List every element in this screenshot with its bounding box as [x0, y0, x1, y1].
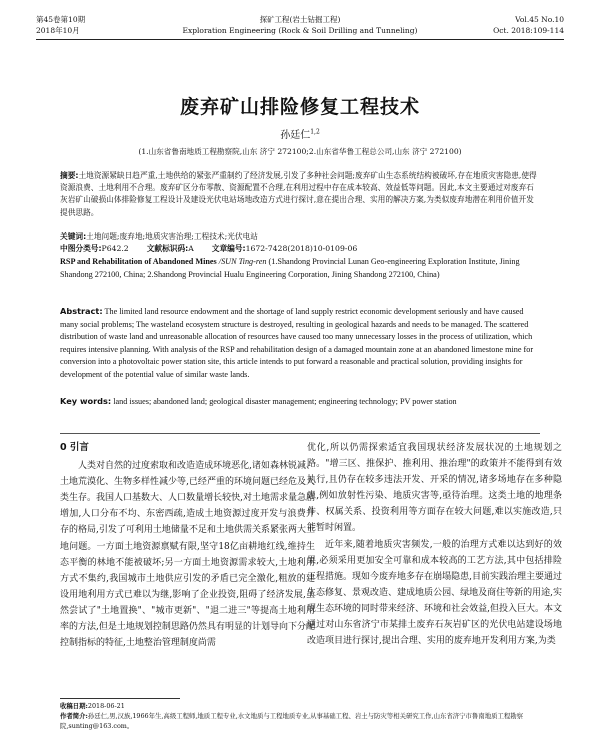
classification-line — [60, 243, 540, 255]
doc-code-field: 文献标识码:A — [146, 244, 194, 253]
english-abstract — [60, 305, 540, 382]
body-column-right — [307, 440, 562, 649]
author-sup: 1,2 — [310, 128, 320, 136]
body-column-left — [60, 440, 315, 651]
abstract-cn-label: 摘要: — [60, 171, 79, 180]
english-keywords — [60, 395, 540, 409]
footnote-author-bio: 作者简介:孙廷仁,男,汉族,1966年生,高级工程师,地质工程专业,水文地质与工程地质专业,从事基础工程、岩土与防灾等相关研究工作,山东省济宁市鲁南地质工程勘察院,sunting@163.com。 — [60, 712, 524, 730]
affiliation-cn: (1.山东省鲁南地质工程勘察院,山东 济宁 272100;2.山东省华鲁工程总公司,山东 济宁 272100) — [138, 147, 462, 156]
header-vol-en: Vol.45 No.10 — [515, 15, 564, 24]
header-volume: 第45卷第10期 — [36, 15, 86, 24]
english-title-block — [60, 256, 540, 281]
english-abstract-label: Abstract: — [60, 306, 103, 316]
english-author: /SUN Ting-ren — [218, 257, 267, 266]
english-abstract-text: The limited land resource endowment and the shortage of land supply restrict economic development seriously and have caused many social problems; The wasteland ecosystem structure is destroyed, resulting in geological hazards and needs to be managed. The scattered distribution of waste land and unreasonable allocation of resources have caused too many unnecessary losses in the process of utilization, which requires intensive planning. With analysis of the RSP and rehabilitation design of a damaged mountain zone at an abandoned limestone mine for conversion into a photovoltaic power station site, this article intends to put forward a reasonable and practical solution, providing insights for development of the potential value of similar waste lands. — [60, 307, 534, 379]
keywords-cn-text: 土地问题;废弃地;地质灾害治理;工程技术;光伏电站 — [86, 232, 258, 241]
english-affiliation: (1.Shandong Provincial Lunan Geo-engineering Exploration Institute, Jining Shandong 272100, China; 2.Shandong Provincial Hualu Engineering Corporation, Jining Shandong 272100, China) — [60, 257, 520, 279]
header-pages: Oct. 2018:109-114 — [493, 26, 564, 35]
abstract-cn-text: 土地资源紧缺日趋严重,土地供给的紧张严重制约了经济发展,引发了多种社会问题;废弃矿山生态系统结构被破坏,存在地质灾害隐患,使得资源浪费、土地利用不合理。废弃矿区分布零散、资源配置不合理,在利用过程中存在成本较高、效益低等问题。因此,本文主要通过对废弃石灰岩矿山破损山体排险修复工程设计及建设光伏电站场地改造方式进行探讨,意在提出合理、实用的解决方案,为类似废弃地潜在利用价值开发提供思路。 — [60, 171, 537, 217]
keywords-cn — [60, 231, 540, 243]
paper-title: 废弃矿山排险修复工程技术 — [179, 96, 420, 118]
header-date: 2018年10月 — [36, 26, 80, 35]
article-id-field: 文章编号:1672-7428(2018)10-0109-06 — [211, 244, 358, 253]
english-title: RSP and Rehabilitation of Abandoned Mines — [60, 257, 217, 266]
intro-paragraph: 人类对自然的过度索取和改造造成环境恶化,诸如森林锐减、土地荒漠化、生物多样性减少等,已经严重的环境问题已经危及人类生存。我国人口基数大、人口数量增长较快,对土地需求量急剧增加,人口分布不均、东密西疏,造成土地资源过度开发与浪费并存的格局,引发了可利用土地储量不足和土地供需关系紧张两大土地问题。一方面土地资源禀赋有限,坚守18亿亩耕地红线,维持生态平衡的林地不能被破坏;另一方面土地资源需求较大,土地利用方式不集约,我国城市土地供应引发的矛盾已完全激化,粗放的建设用地利用方式已难以为继,影响了企业投资,阻碍了经济发展,虽然尝试了"土地置换"、"城市更新"、"退二进三"等提高土地利用率的方法,但是土地规划控制思路仍然具有明显的计划导向下分配控制指标的特征,土地整治管理制度尚需 — [60, 461, 315, 649]
keywords-cn-label: 关键词: — [60, 232, 87, 241]
header-rule — [36, 39, 564, 40]
clc-field: 中图分类号:P642.2 — [60, 244, 129, 253]
header-journal-cn: 探矿工程(岩土钻掘工程) — [259, 15, 341, 24]
footnote-received: 收稿日期:2018-06-21 — [60, 702, 125, 710]
english-keywords-label: Key words: — [60, 396, 112, 406]
header-journal-en: Exploration Engineering (Rock & Soil Drilling and Tunneling) — [182, 26, 418, 35]
english-keywords-text: land issues; abandoned land; geological disaster management; engineering technology; PV power station — [113, 397, 457, 406]
intro-paragraph-cont: 优化,所以仍需探索适宜我国现状经济发展状况的土地规划之路。"增三区、推保护、推利用、推治理"的政策并不能得到有效执行,且仍存在较多违法开发、开采的情况,诸多场地存在多种隐患,例如放射性污染、地质灾害等,亟待治理。这类土地的地理条件、权属关系、投资利用等方面存在较大问题,难以实施改造,只能暂时闲置。 — [307, 443, 562, 534]
abstract-cn — [60, 170, 540, 219]
footnote-rule — [60, 698, 180, 699]
section-heading-intro: 0 引言 — [60, 442, 89, 453]
author-line — [0, 126, 600, 141]
intro-paragraph: 近年来,随着地质灾害频发,一般的治理方式难以达到好的效果,必须采用更加安全可靠和成本较高的工艺方法,其中包括排险工程措施。现如今废弃地多存在崩塌隐患,目前实践治理主要通过生态修复、景观改造、建成地质公园、绿地及商住等新的用途,实现生态环境的同时带来经济、环境和社会效益,但投入巨大。本文通过对山东省济宁市某排土废弃石灰岩矿区的光伏电站建设场地改造项目进行探讨,提出合理、实用的废弃地开发利用方案,为类 — [307, 539, 562, 647]
author-name: 孙廷仁 — [280, 130, 311, 141]
section-separator — [60, 433, 540, 434]
